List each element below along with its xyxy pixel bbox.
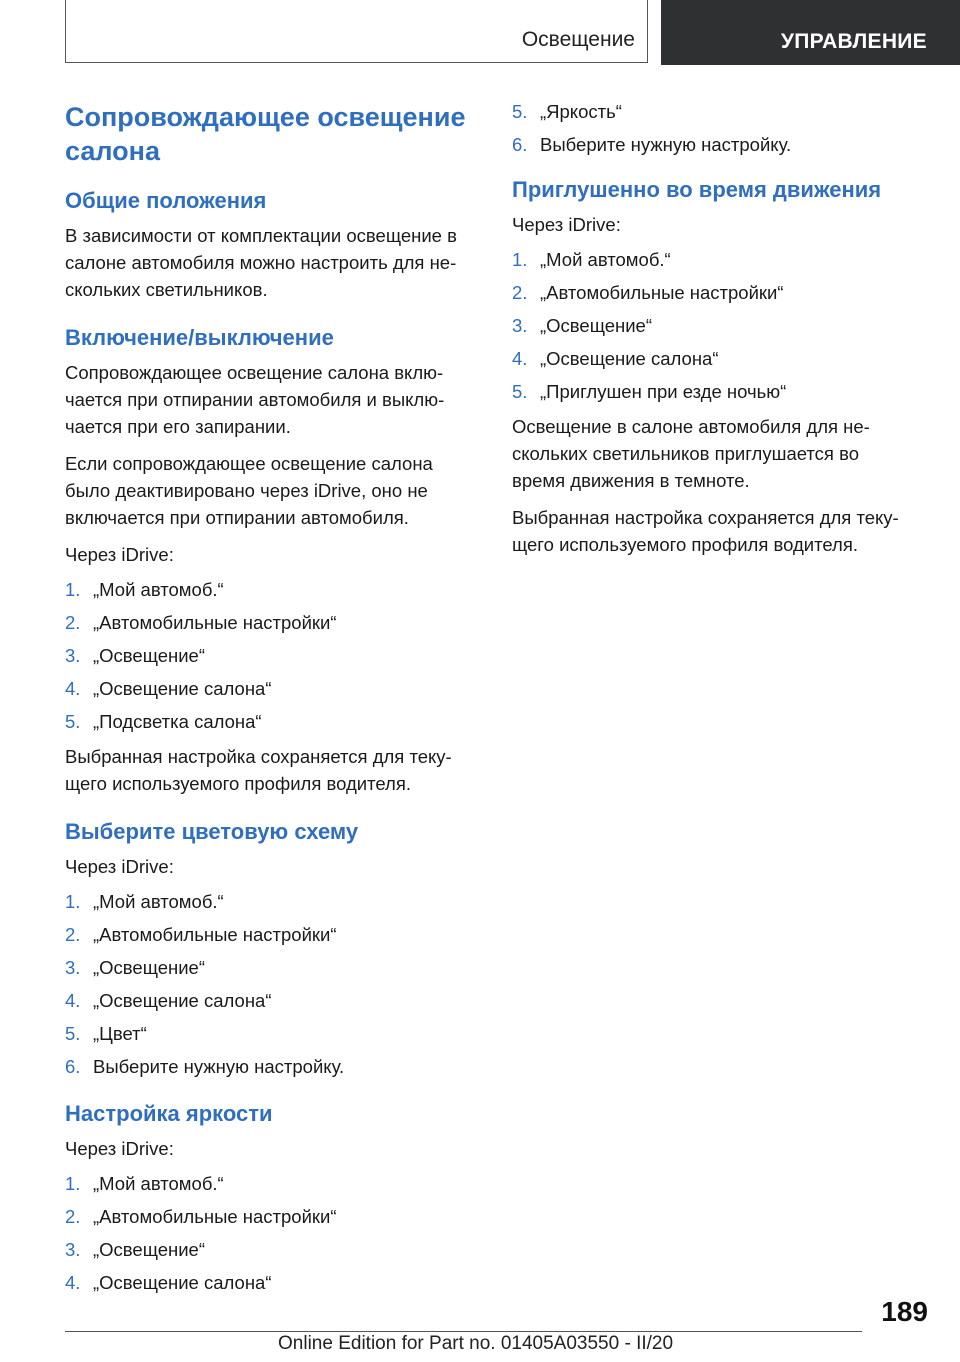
step-number: 4. bbox=[512, 348, 528, 369]
step-text: „Подсветка салона“ bbox=[93, 711, 262, 732]
list-item bbox=[512, 100, 912, 124]
step-text: „Освещение“ bbox=[93, 645, 206, 666]
section-heading: Общие положения bbox=[65, 188, 267, 213]
via-idrive: Через iDrive: bbox=[512, 214, 621, 235]
list-item bbox=[65, 1271, 475, 1295]
list-item bbox=[65, 1022, 475, 1046]
step-number: 4. bbox=[65, 990, 81, 1011]
step-number: 5. bbox=[512, 101, 528, 122]
step-list bbox=[65, 578, 475, 734]
step-number: 5. bbox=[512, 381, 528, 402]
step-number: 1. bbox=[512, 249, 528, 270]
page-title: Сопровождающее освещение салона bbox=[65, 102, 466, 166]
header-chapter-box bbox=[661, 0, 960, 65]
step-text: „Освещение“ bbox=[540, 315, 653, 336]
step-number: 2. bbox=[512, 282, 528, 303]
list-item bbox=[512, 133, 912, 157]
step-text: „Освещение“ bbox=[93, 957, 206, 978]
list-item bbox=[512, 248, 912, 272]
step-text: „Освещение салона“ bbox=[93, 1272, 272, 1293]
list-item bbox=[65, 1238, 475, 1262]
via-idrive: Через iDrive: bbox=[65, 856, 174, 877]
list-item bbox=[65, 1205, 475, 1229]
step-text: „Освещение салона“ bbox=[93, 678, 272, 699]
section-color bbox=[65, 817, 475, 1079]
step-text: „Автомобильные настройки“ bbox=[93, 924, 337, 945]
step-text: „Приглушен при езде ночью“ bbox=[540, 381, 787, 402]
header-chapter-title: УПРАВЛЕНИЕ bbox=[780, 30, 927, 53]
step-number: 5. bbox=[65, 711, 81, 732]
paragraph: В зависимости от комплектации освещение в салоне автомобиля можно настроить для не-скольких светильников. bbox=[65, 225, 457, 300]
footer-divider bbox=[65, 1331, 862, 1332]
step-number: 3. bbox=[512, 315, 528, 336]
step-text: „Автомобильные настройки“ bbox=[540, 282, 784, 303]
step-number: 6. bbox=[65, 1056, 81, 1077]
step-text: „Цвет“ bbox=[93, 1023, 147, 1044]
section-heading: Приглушенно во время движения bbox=[512, 177, 882, 202]
step-number: 2. bbox=[65, 924, 81, 945]
right-column bbox=[512, 100, 912, 578]
step-text: „Мой автомоб.“ bbox=[93, 1173, 224, 1194]
list-item bbox=[65, 923, 475, 947]
list-item bbox=[65, 578, 475, 602]
section-brightness bbox=[65, 1099, 475, 1295]
step-text: „Освещение салона“ bbox=[93, 990, 272, 1011]
paragraph: Если сопровождающее освещение салона было деактивировано через iDrive, оно не включается при отпирании автомобиля. bbox=[65, 453, 433, 528]
step-list bbox=[512, 248, 912, 404]
page-number: 189 bbox=[881, 1296, 928, 1327]
step-number: 4. bbox=[65, 1272, 81, 1293]
step-text: „Мой автомоб.“ bbox=[93, 891, 224, 912]
header-section-box bbox=[65, 0, 648, 63]
step-text: „Автомобильные настройки“ bbox=[93, 612, 337, 633]
list-item bbox=[65, 1172, 475, 1196]
list-item bbox=[65, 1055, 475, 1079]
step-text: Выберите нужную настройку. bbox=[540, 134, 792, 155]
step-text: „Автомобильные настройки“ bbox=[93, 1206, 337, 1227]
step-text: „Мой автомоб.“ bbox=[540, 249, 671, 270]
section-heading: Выберите цветовую схему bbox=[65, 819, 359, 844]
paragraph: Выбранная настройка сохраняется для теку-щего используемого профиля водителя. bbox=[512, 507, 899, 555]
step-text: Выберите нужную настройку. bbox=[93, 1056, 345, 1077]
step-number: 1. bbox=[65, 1173, 81, 1194]
list-item bbox=[65, 956, 475, 980]
section-dimmed bbox=[512, 175, 912, 558]
list-item bbox=[512, 347, 912, 371]
list-item bbox=[65, 677, 475, 701]
step-text: „Освещение салона“ bbox=[540, 348, 719, 369]
list-item bbox=[65, 890, 475, 914]
step-list bbox=[65, 1172, 475, 1295]
section-onoff bbox=[65, 323, 475, 797]
step-text: „Освещение“ bbox=[93, 1239, 206, 1260]
edition-footer: Online Edition for Part no. 01405A03550 - II/20 bbox=[278, 1333, 674, 1354]
step-text: „Мой автомоб.“ bbox=[93, 579, 224, 600]
left-column bbox=[65, 100, 475, 1315]
via-idrive: Через iDrive: bbox=[65, 544, 174, 565]
step-number: 1. bbox=[65, 579, 81, 600]
list-item bbox=[512, 281, 912, 305]
step-list bbox=[512, 100, 912, 157]
list-item bbox=[512, 314, 912, 338]
step-number: 6. bbox=[512, 134, 528, 155]
step-number: 3. bbox=[65, 645, 81, 666]
step-number: 3. bbox=[65, 1239, 81, 1260]
step-number: 1. bbox=[65, 891, 81, 912]
step-number: 2. bbox=[65, 1206, 81, 1227]
list-item bbox=[65, 644, 475, 668]
via-idrive: Через iDrive: bbox=[65, 1138, 174, 1159]
step-number: 4. bbox=[65, 678, 81, 699]
step-number: 3. bbox=[65, 957, 81, 978]
paragraph: Освещение в салоне автомобиля для не-скольких светильников приглушается во время движения в темноте. bbox=[512, 416, 870, 491]
step-number: 2. bbox=[65, 612, 81, 633]
list-item bbox=[65, 611, 475, 635]
section-heading: Настройка яркости bbox=[65, 1101, 273, 1126]
section-general bbox=[65, 186, 475, 303]
section-heading: Включение/выключение bbox=[65, 325, 334, 350]
list-item bbox=[65, 710, 475, 734]
step-list bbox=[65, 890, 475, 1079]
step-text: „Яркость“ bbox=[540, 101, 622, 122]
step-number: 5. bbox=[65, 1023, 81, 1044]
header-section-title: Освещение bbox=[521, 28, 635, 51]
list-item bbox=[512, 380, 912, 404]
paragraph: Сопровождающее освещение салона вклю-чается при отпирании автомобиля и выклю-чается при его запирании. bbox=[65, 362, 445, 437]
paragraph: Выбранная настройка сохраняется для теку-щего используемого профиля водителя. bbox=[65, 746, 452, 794]
list-item bbox=[65, 989, 475, 1013]
